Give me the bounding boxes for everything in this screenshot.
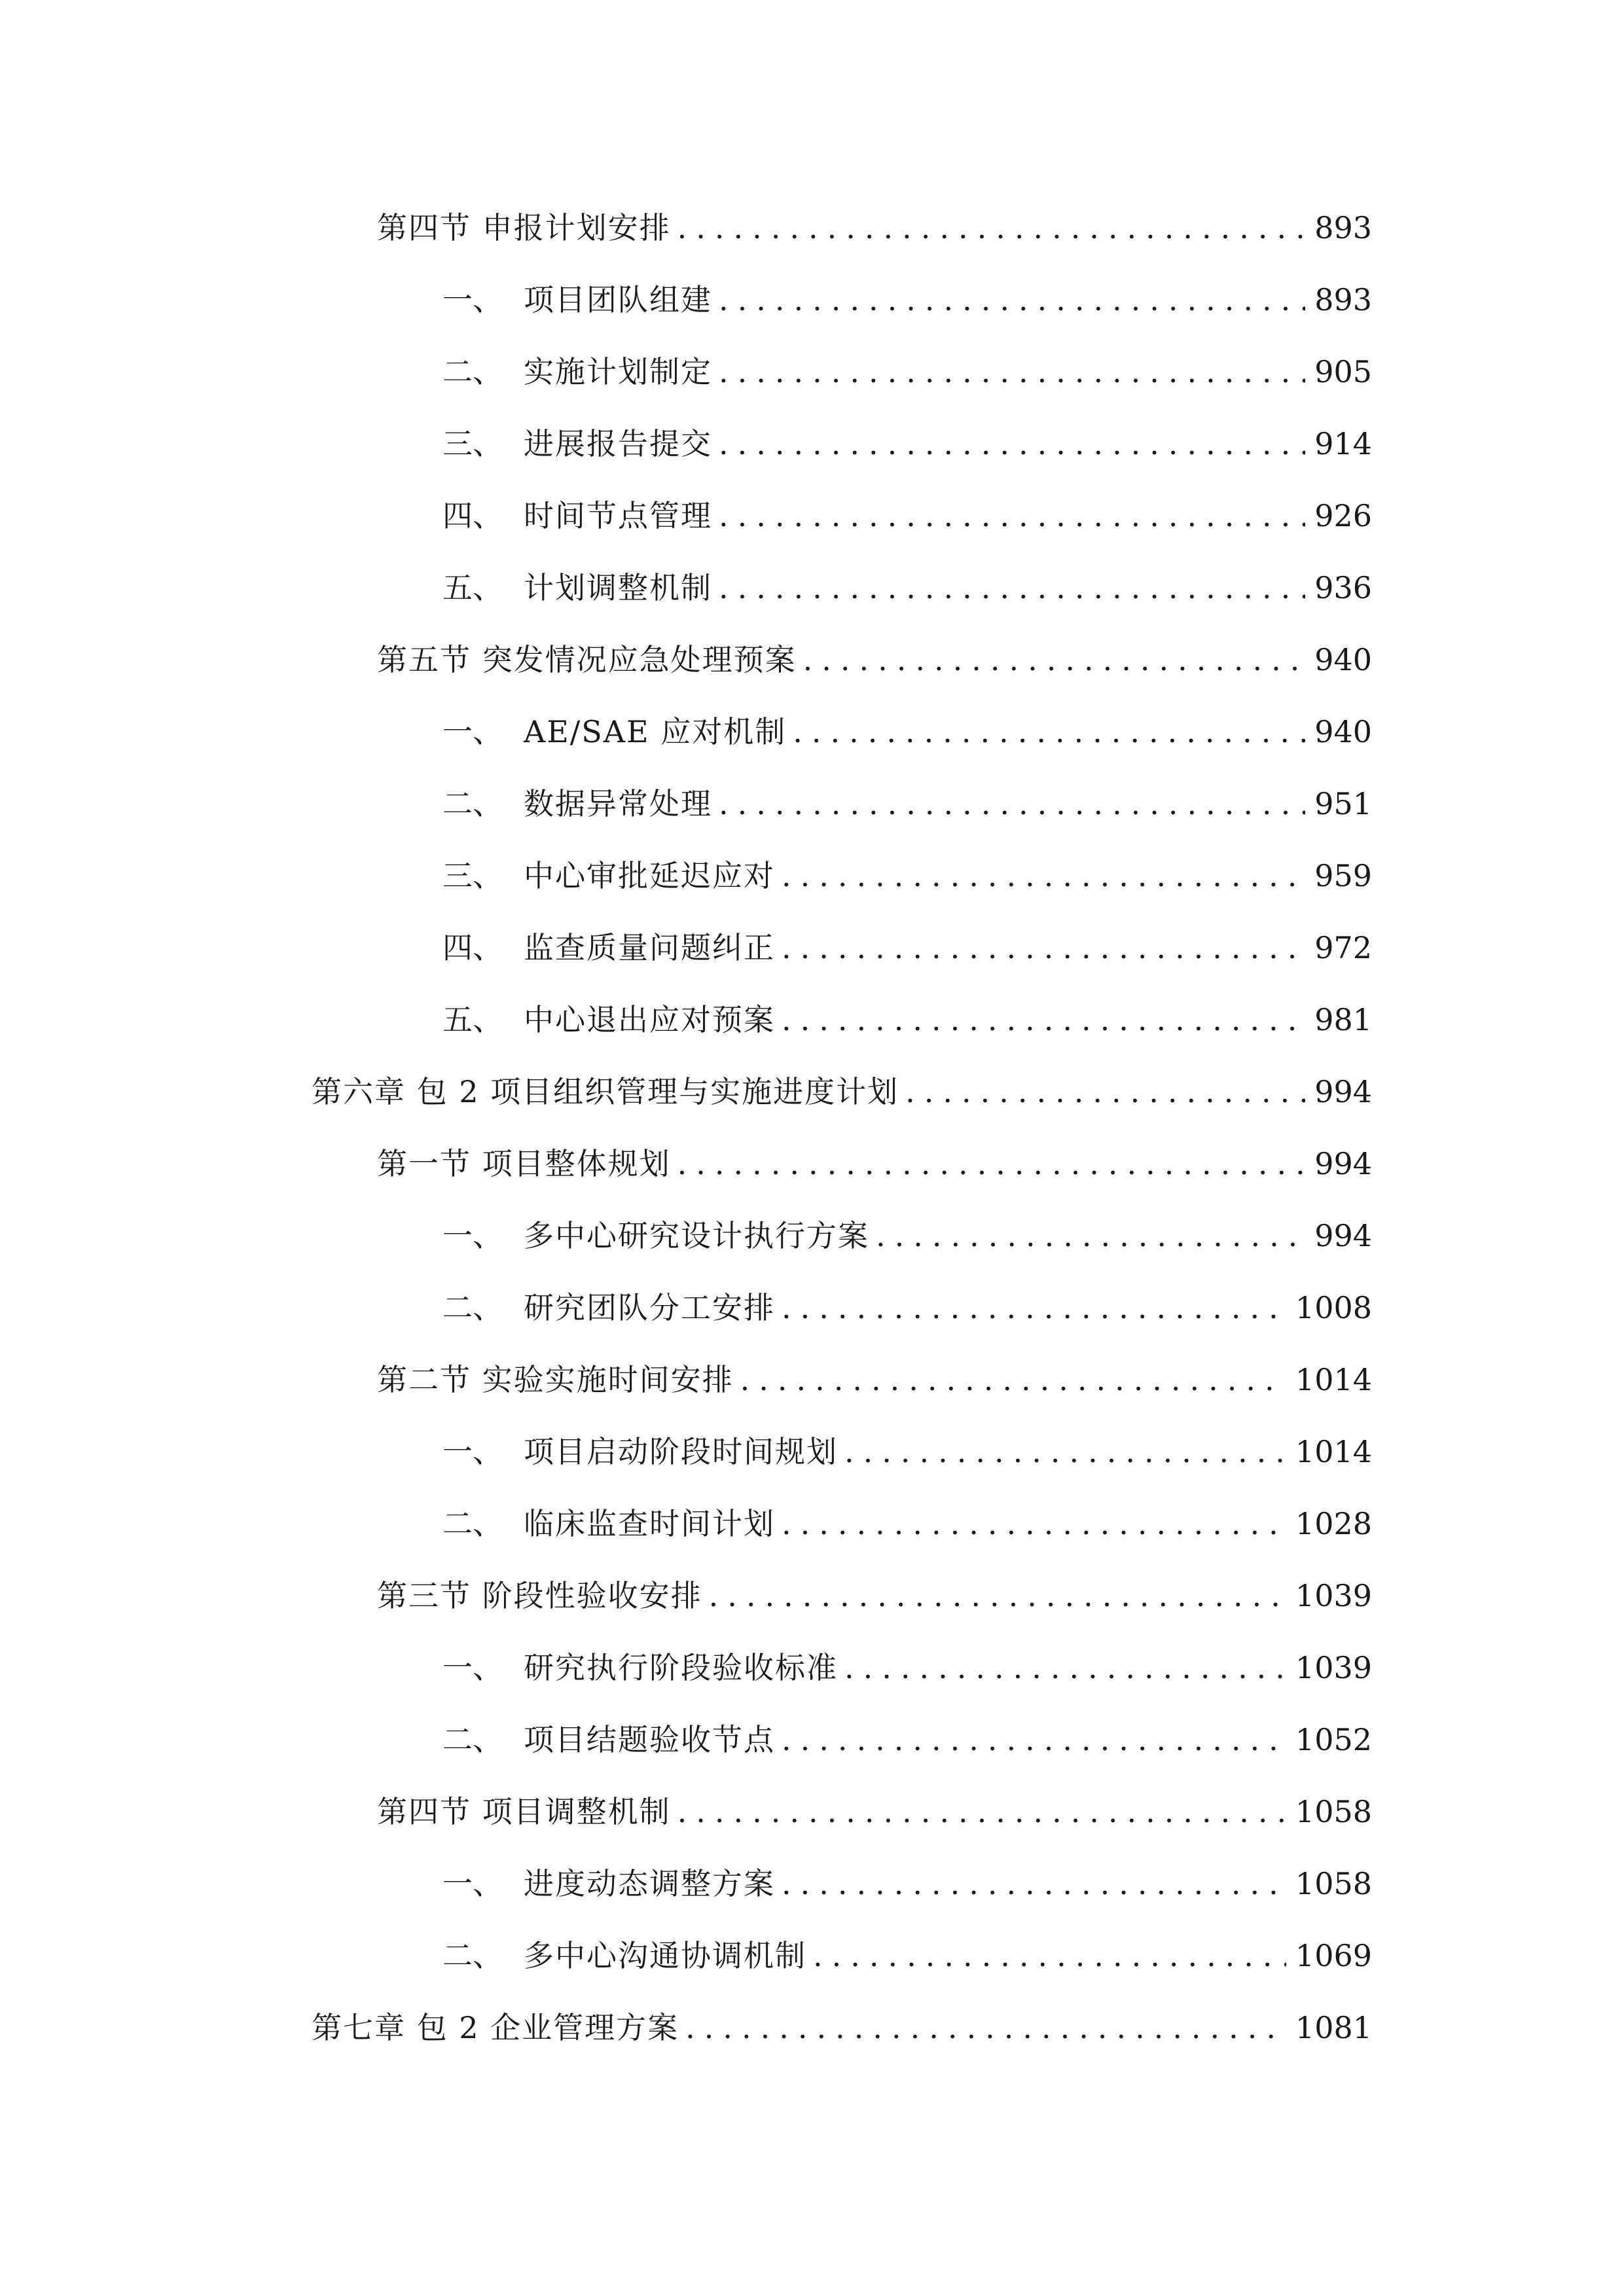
toc-entry[interactable] xyxy=(442,699,1372,751)
toc-page-number: 1081 xyxy=(1295,2010,1372,2045)
toc-entry[interactable] xyxy=(377,627,1372,679)
toc-entry-number: 二、 xyxy=(442,1938,503,1973)
toc-entry-title: 第四节 申报计划安排 xyxy=(377,210,671,245)
dot-leader xyxy=(782,1720,1286,1759)
toc-entry-title: 中心审批延迟应对 xyxy=(524,858,775,893)
dot-leader xyxy=(844,1648,1286,1687)
dot-leader xyxy=(782,1864,1286,1903)
toc-entry-title: 第二节 实验实施时间安排 xyxy=(377,1362,734,1397)
toc-entry-number: 二、 xyxy=(442,1506,503,1541)
toc-entry-title: 临床监查时间计划 xyxy=(524,1506,775,1541)
toc-entry-title: 数据异常处理 xyxy=(524,786,712,821)
toc-entry[interactable] xyxy=(442,1851,1372,1903)
toc-page-number: 940 xyxy=(1314,714,1372,749)
dot-leader xyxy=(709,1576,1286,1615)
dot-leader xyxy=(719,568,1305,607)
dot-leader xyxy=(719,352,1305,391)
toc-entry-number: 二、 xyxy=(442,786,503,821)
dot-leader xyxy=(677,208,1306,247)
toc-entry[interactable] xyxy=(442,771,1372,823)
toc-page-number: 1058 xyxy=(1295,1866,1372,1901)
toc-entry[interactable] xyxy=(442,1275,1372,1327)
toc-entry[interactable] xyxy=(312,1995,1372,2047)
dot-leader xyxy=(719,280,1305,319)
toc-page-number: 1014 xyxy=(1295,1362,1372,1397)
toc-entry-number: 一、 xyxy=(442,1434,503,1469)
toc-entry[interactable] xyxy=(442,915,1372,967)
toc-entry-title: 实施计划制定 xyxy=(524,354,712,389)
toc-entry[interactable] xyxy=(442,555,1372,607)
dot-leader xyxy=(719,496,1305,535)
toc-page-number: 1008 xyxy=(1295,1290,1372,1325)
toc-entry[interactable] xyxy=(442,1203,1372,1255)
toc-page-number: 893 xyxy=(1314,282,1372,317)
toc-entry[interactable] xyxy=(377,195,1372,247)
toc-entry-number: 一、 xyxy=(442,1866,503,1901)
toc-entry-title: 计划调整机制 xyxy=(524,570,712,605)
toc-entry-number: 二、 xyxy=(442,354,503,389)
toc-page-number: 981 xyxy=(1314,1002,1372,1037)
toc-entry[interactable] xyxy=(442,843,1372,895)
toc-entry-number: 四、 xyxy=(442,498,503,533)
toc-entry-number: 一、 xyxy=(442,714,503,749)
dot-leader xyxy=(813,1936,1286,1975)
toc-page-number: 1058 xyxy=(1295,1794,1372,1829)
toc-entry-number: 三、 xyxy=(442,858,503,893)
toc-entry-title: 监查质量问题纠正 xyxy=(524,930,775,965)
dot-leader xyxy=(677,1144,1306,1183)
dot-leader xyxy=(782,856,1305,895)
toc-page-number: 936 xyxy=(1314,570,1372,605)
toc-entry[interactable] xyxy=(442,1635,1372,1687)
toc-entry-number: 二、 xyxy=(442,1722,503,1757)
toc-page-number: 926 xyxy=(1314,498,1372,533)
toc-entry-number: 三、 xyxy=(442,426,503,461)
toc-page-number: 994 xyxy=(1314,1218,1372,1253)
dot-leader xyxy=(677,1792,1286,1831)
dot-leader xyxy=(782,1504,1286,1543)
toc-entry-title: 中心退出应对预案 xyxy=(524,1002,775,1037)
toc-entry-title: 第七章 包 2 企业管理方案 xyxy=(312,2010,679,2045)
toc-page-number: 1052 xyxy=(1295,1722,1372,1757)
toc-entry-title: 进展报告提交 xyxy=(524,426,712,461)
toc-entry[interactable] xyxy=(377,1347,1372,1399)
dot-leader xyxy=(905,1072,1305,1111)
toc-entry[interactable] xyxy=(442,339,1372,391)
toc-entry-number: 一、 xyxy=(442,282,503,317)
toc-entry[interactable] xyxy=(442,411,1372,463)
toc-entry[interactable] xyxy=(442,1923,1372,1975)
toc-page-number: 1028 xyxy=(1295,1506,1372,1541)
toc-entry-number: 一、 xyxy=(442,1218,503,1253)
toc-entry[interactable] xyxy=(442,1707,1372,1759)
toc-page-number: 951 xyxy=(1314,786,1372,821)
dot-leader xyxy=(782,1000,1305,1039)
toc-entry-title: 项目启动阶段时间规划 xyxy=(524,1434,838,1469)
dot-leader xyxy=(844,1432,1286,1471)
toc-page-number: 959 xyxy=(1314,858,1372,893)
toc-entry-title: 第六章 包 2 项目组织管理与实施进度计划 xyxy=(312,1074,899,1109)
toc-page-number: 1039 xyxy=(1295,1650,1372,1685)
toc-page-number: 1069 xyxy=(1295,1938,1372,1973)
toc-entry-title: 进度动态调整方案 xyxy=(524,1866,775,1901)
dot-leader xyxy=(782,928,1305,967)
dot-leader xyxy=(876,1216,1305,1255)
toc-entry-number: 二、 xyxy=(442,1290,503,1325)
toc-entry-title: 多中心研究设计执行方案 xyxy=(524,1218,869,1253)
toc-page-number: 940 xyxy=(1314,642,1372,677)
toc-page-number: 914 xyxy=(1314,426,1372,461)
dot-leader xyxy=(803,640,1306,679)
toc-entry-title: 研究执行阶段验收标准 xyxy=(524,1650,838,1685)
toc-page-number: 905 xyxy=(1314,354,1372,389)
toc-entry[interactable] xyxy=(442,1491,1372,1543)
toc-entry-number: 一、 xyxy=(442,1650,503,1685)
dot-leader xyxy=(719,784,1305,823)
toc-page-number: 893 xyxy=(1314,210,1372,245)
toc-page-number: 972 xyxy=(1314,930,1372,965)
toc-entry[interactable] xyxy=(377,1563,1372,1615)
toc-entry-number: 四、 xyxy=(442,930,503,965)
toc-entry[interactable] xyxy=(312,1059,1372,1111)
toc-entry-title: 第五节 突发情况应急处理预案 xyxy=(377,642,797,677)
toc-entry-title: 第一节 项目整体规划 xyxy=(377,1146,671,1181)
dot-leader xyxy=(685,2008,1286,2047)
toc-entry-title: 多中心沟通协调机制 xyxy=(524,1938,806,1973)
toc-entry-title: 第四节 项目调整机制 xyxy=(377,1794,671,1829)
toc-entry-title: 项目团队组建 xyxy=(524,282,712,317)
dot-leader xyxy=(719,424,1305,463)
toc-entry[interactable] xyxy=(442,267,1372,319)
toc-entry[interactable] xyxy=(377,1779,1372,1831)
toc-entry-title: 第三节 阶段性验收安排 xyxy=(377,1578,702,1613)
toc-entry[interactable] xyxy=(442,987,1372,1039)
toc-entry-title: 项目结题验收节点 xyxy=(524,1722,775,1757)
toc-entry[interactable] xyxy=(377,1131,1372,1183)
dot-leader xyxy=(740,1360,1286,1399)
toc-entry[interactable] xyxy=(442,483,1372,535)
toc-entry-title: AE/SAE 应对机制 xyxy=(524,714,787,749)
toc-entry-title: 时间节点管理 xyxy=(524,498,712,533)
toc-entry-number: 五、 xyxy=(442,1002,503,1037)
toc-entry-title: 研究团队分工安排 xyxy=(524,1290,775,1325)
dot-leader xyxy=(793,712,1305,751)
toc-entry-number: 五、 xyxy=(442,570,503,605)
dot-leader xyxy=(782,1288,1286,1327)
toc-page-number: 994 xyxy=(1314,1074,1372,1109)
toc-entry[interactable] xyxy=(442,1419,1372,1471)
toc-page-number: 994 xyxy=(1314,1146,1372,1181)
toc-page-number: 1014 xyxy=(1295,1434,1372,1469)
toc-page-number: 1039 xyxy=(1295,1578,1372,1613)
